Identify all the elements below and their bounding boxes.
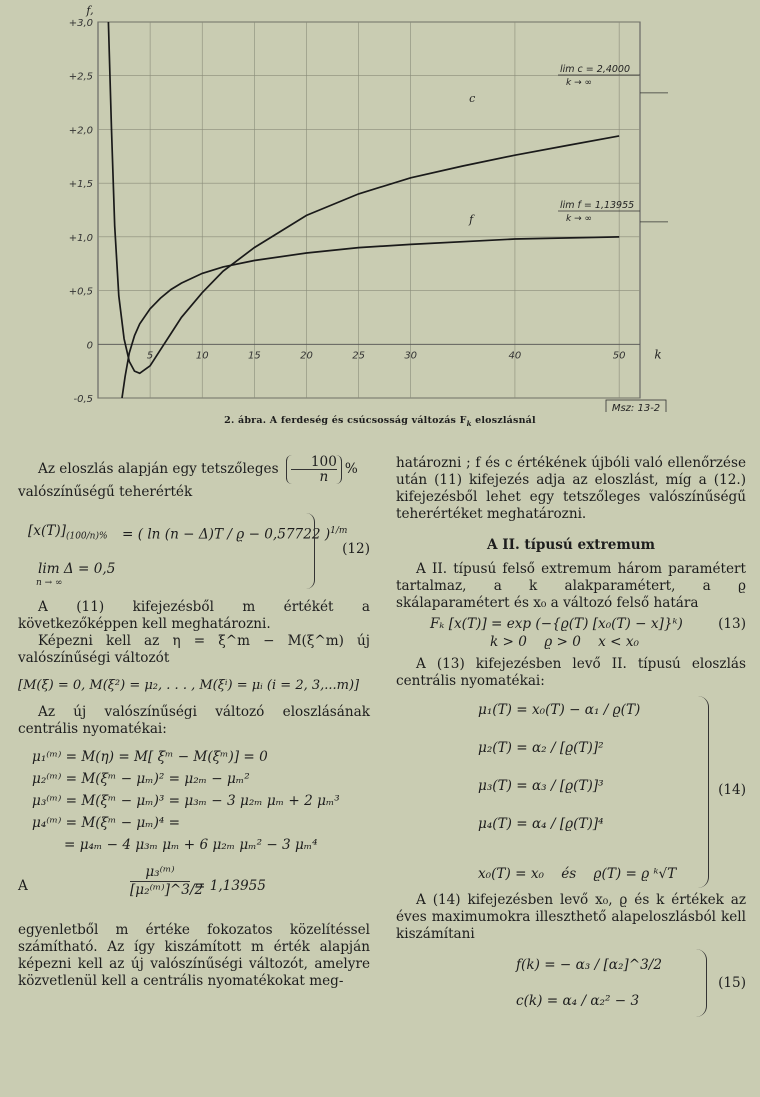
paragraph: A (13) kifejezésben levő II. típusú eloszlás centrális nyomatékai: (396, 656, 746, 689)
annotation-sub: k → ∞ (566, 78, 592, 88)
paragraph: Az eloszlás alapján egy tetszőleges $\frac{100}{n}$ % (38, 454, 358, 485)
annotation-limit: lim f = 1,13955 (560, 200, 635, 211)
paragraph: A (14) kifejezésben levő x₀, ϱ és k értékek az éves maximumokra illeszthető alapeloszlásból kell kiszámítani (396, 892, 746, 942)
chart-grid (98, 22, 640, 398)
chart (0, 0, 760, 412)
left-column (18, 455, 370, 990)
y-tick-label: -0,5 (73, 394, 93, 405)
annotation-sub: k → ∞ (566, 214, 592, 224)
y-tick-label: +2,5 (68, 71, 93, 83)
equation-central-moments: μ₁⁽ᵐ⁾ = M(η) = M[ ξᵐ − M(ξᵐ)] = 0 μ₂⁽ᵐ⁾ = M(ξᵐ − μₘ)² = μ₂ₘ − μₘ² μ₃⁽ᵐ⁾ = M(ξᵐ − μₘ)³ = μ₃ₘ − 3 μ₂ₘ μₘ + 2 μₘ³ μ₄⁽ᵐ⁾ = M(ξᵐ − μₘ)⁴ = = μ₄ₘ − 4 μ₃ₘ μₘ + 6 μ₂ₘ μₘ² − 3 μₘ⁴ (32, 749, 340, 853)
series-label-c: c (469, 91, 476, 105)
equation-12: $[x(T)]_{(100/n)\%}$ = ( ln (n − Δ)T / ϱ − 0,57722 )$^{1/m}$ lim Δ = 0,5 n → ∞ (12) (18, 513, 370, 591)
paragraph: Képezni kell az η = ξ^m − M(ξ^m) új valószínűségi változót (18, 633, 370, 666)
x-tick-label: 20 (300, 350, 313, 362)
series-line-f (122, 237, 619, 398)
paragraph: egyenletből m értéke fokozatos közelítéssel számítható. Az így kiszámított m érték alapján képezni kell az új valószínűségi változót, amelyre közvetlenül kell a centrális nyomatékokat meg- (18, 922, 370, 989)
equation-13: Fₖ [x(T)] = exp (−{ϱ(T) [x₀(T) − x]}ᵏ) (13) k > 0 ϱ > 0 x < x₀ (430, 616, 746, 650)
stamp-text: Msz: 13-2 (611, 403, 661, 412)
chart-lines (108, 22, 619, 398)
figure-caption: 2. ábra. A ferdeség és csúcsosság változás $F_k$ eloszlásnál (224, 415, 536, 428)
y-tick-label: 0 (86, 340, 93, 352)
x-axis-label: k (654, 347, 662, 362)
paragraph: A (11) kifejezésből m értékét a következőképpen kell meghatározni. (18, 599, 370, 632)
x-tick-label: 5 (146, 350, 154, 362)
series-line-c (108, 22, 619, 373)
annotation-limit: lim c = 2,4000 (560, 64, 631, 75)
right-column (396, 455, 746, 1019)
x-tick-label: 25 (352, 350, 365, 362)
y-tick-label: +1,5 (68, 179, 93, 191)
equation-moments: [M(ξ) = 0, M(ξ²) = μ₂, . . . , M(ξⁱ) = μᵢ (i = 2, 3,...m)] (18, 678, 360, 693)
plot-frame (98, 22, 640, 398)
equation-15: f(k) = − α₃ / [α₂]^3/2 c(k) = α₄ / α₂² − 3 (15) (396, 949, 746, 1019)
y-tick-label: +3,0 (68, 18, 93, 29)
series-label-f: f (469, 212, 474, 226)
y-tick-label: +2,0 (68, 125, 93, 137)
x-tick-label: 50 (612, 350, 626, 362)
paragraph: Az új valószínűségi változó eloszlásának centrális nyomatékai: (18, 704, 370, 737)
paragraph: A II. típusú felső extremum három paramétert tartalmaz, a k alakparamétert, a ϱ skálaparamétert és x₀ a változó felső határa (396, 561, 746, 611)
x-tick-label: 15 (247, 350, 261, 362)
y-axis-label: f, (86, 4, 94, 17)
x-tick-label: 30 (404, 350, 418, 362)
paragraph: határozni ; f és c értékének újbóli való ellenőrzése után (11) kifejezés adja az eloszlást, míg a (12.) kifejezésből lehet egy tetszőleges valószínűségű teherértéket meghatározni. (396, 455, 746, 522)
equation-14: μ₁(T) = x₀(T) − α₁ / ϱ(T) μ₂(T) = α₂ / [ϱ(T)]² μ₃(T) = α₃ / [ϱ(T)]³ μ₄(T) = α₄ / [ϱ(T)]⁴ x₀(T) = x₀ és ϱ(T) = ϱ ᵏ√T (14) (396, 696, 746, 892)
paragraph: valószínűségű teherérték (18, 484, 193, 500)
section-heading: A II. típusú extremum (486, 537, 656, 553)
y-tick-label: +1,0 (68, 232, 93, 244)
x-tick-label: 40 (508, 350, 522, 362)
equation-A: A μ₃⁽ᵐ⁾ [μ₂⁽ᵐ⁾]^3/2 = 1,13955 (18, 864, 266, 898)
x-tick-label: 10 (195, 350, 209, 362)
y-tick-label: +0,5 (68, 286, 93, 298)
